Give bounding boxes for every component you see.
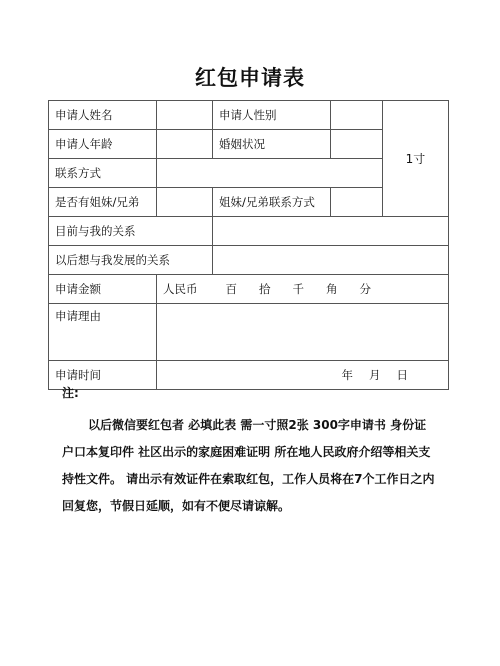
amount-label: 申请金额 xyxy=(49,275,157,304)
unit-fen: 分 xyxy=(359,282,371,296)
note-label: 注: xyxy=(62,386,79,400)
applicant-name-label: 申请人姓名 xyxy=(49,101,157,130)
applicant-name-field[interactable] xyxy=(157,101,213,130)
has-siblings-label: 是否有姐妹/兄弟 xyxy=(49,188,157,217)
contact-field[interactable] xyxy=(157,159,383,188)
contact-label: 联系方式 xyxy=(49,159,157,188)
marital-status-field[interactable] xyxy=(331,130,383,159)
current-relation-field[interactable] xyxy=(213,217,449,246)
applicant-age-label: 申请人年龄 xyxy=(49,130,157,159)
time-label: 申请时间 xyxy=(49,361,157,390)
year-label: 年 xyxy=(341,368,353,382)
month-label: 月 xyxy=(369,368,381,382)
page-title: 红包申请表 xyxy=(195,66,305,90)
amount-field[interactable] xyxy=(157,275,449,304)
applicant-age-field[interactable] xyxy=(157,130,213,159)
day-label: 日 xyxy=(396,368,408,382)
applicant-gender-field[interactable] xyxy=(331,101,383,130)
application-form xyxy=(48,100,449,390)
time-field[interactable] xyxy=(157,361,449,390)
photo-box: 1寸 xyxy=(383,101,449,217)
sibling-contact-label: 姐妹/兄弟联系方式 xyxy=(213,188,331,217)
current-relation-label: 目前与我的关系 xyxy=(49,217,213,246)
sibling-contact-field[interactable] xyxy=(331,188,383,217)
unit-thousand: 千 xyxy=(292,282,304,296)
future-relation-field[interactable] xyxy=(213,246,449,275)
unit-hundred: 百 xyxy=(225,282,237,296)
reason-field[interactable] xyxy=(157,304,449,361)
applicant-gender-label: 申请人性别 xyxy=(213,101,331,130)
currency-label: 人民币 xyxy=(163,282,198,296)
unit-jiao: 角 xyxy=(326,282,338,296)
future-relation-label: 以后想与我发展的关系 xyxy=(49,246,213,275)
has-siblings-field[interactable] xyxy=(157,188,213,217)
unit-ten: 拾 xyxy=(259,282,271,296)
reason-label: 申请理由 xyxy=(49,304,157,361)
note-text: 以后微信要红包者 必填此表 需一寸照2张 300字申请书 身份证 户口本复印件 社区出示的家庭困难证明 所在地人民政府介绍等相关支持性文件。 请出示有效证件在索取红包，工作人员将在7个工作日之内回复您，节假日延顺，如有不便尽请谅解。 xyxy=(62,418,435,513)
marital-status-label: 婚姻状况 xyxy=(213,130,331,159)
